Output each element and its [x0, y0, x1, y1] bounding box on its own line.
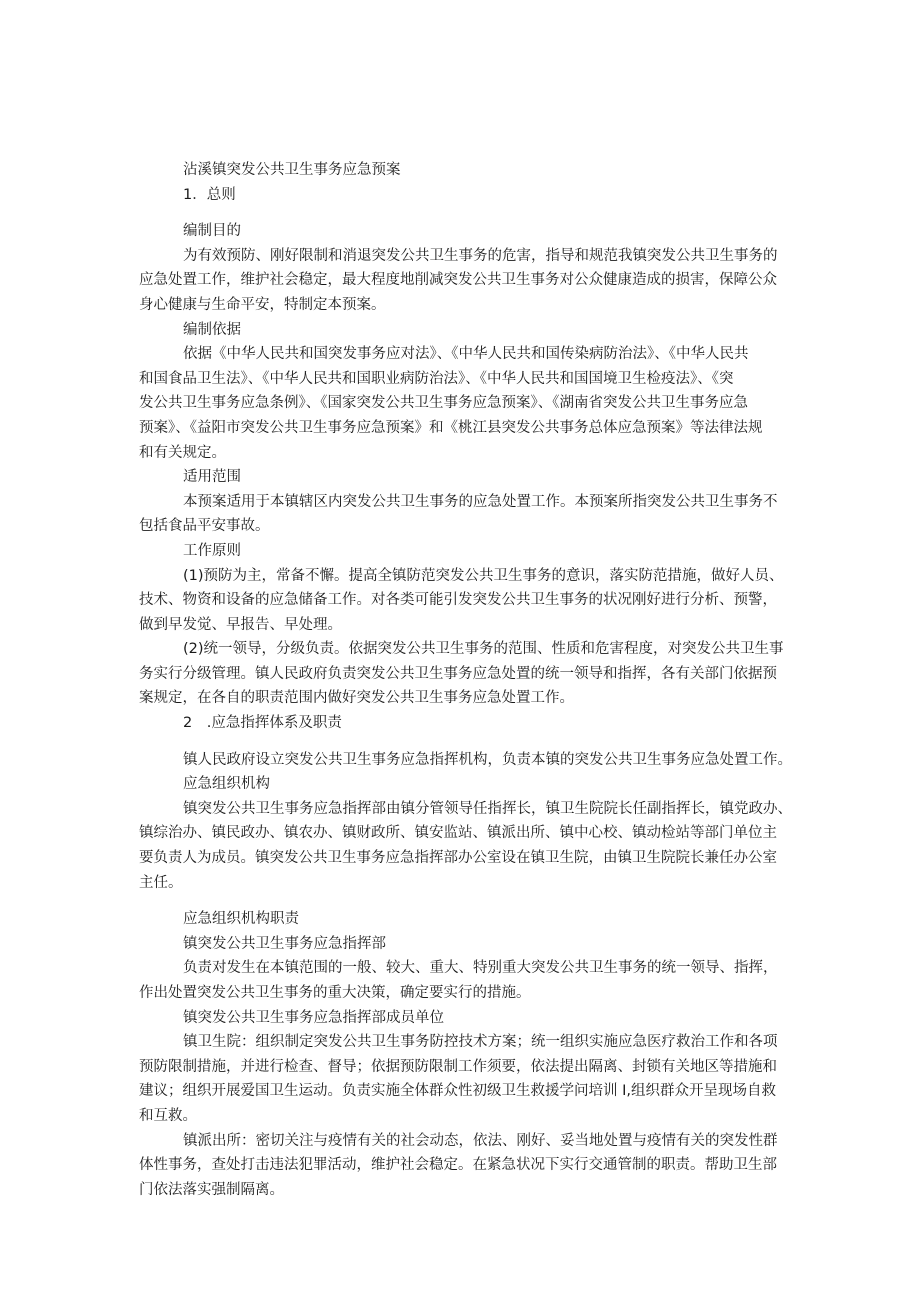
paragraph-line: 包括食品平安事故。: [139, 518, 270, 535]
paragraph-line: 要负责人为成员。镇突发公共卫生事务应急指挥部办公室设在镇卫生院，由镇卫生院院长兼任办公室: [139, 850, 777, 867]
paragraph-line: 建议；组织开展爱国卫生运动。负责实施全体群众性初级卫生救援学问培训 I,组织群众开呈现场自救: [139, 1083, 776, 1100]
paragraph-line: 体性事务，查处打击违法犯罪活动，维护社会稳定。在紧急状况下实行交通管制的职责。帮助卫生部: [139, 1157, 777, 1174]
paragraph-line: 镇综治办、镇民政办、镇农办、镇财政所、镇安监站、镇派出所、镇中心校、镇动检站等部门单位主: [139, 825, 777, 842]
paragraph-line: 和有关规定。: [139, 444, 226, 461]
paragraph-line: 镇人民政府设立突发公共卫生事务应急指挥机构，负责本镇的突发公共卫生事务应急处置工作。: [183, 751, 792, 768]
subheading-organization: 应急组织机构: [183, 776, 270, 793]
paragraph-line: 预案》、《益阳市突发公共卫生事务应急预案》和《桃江县突发公共事务总体应急预案》等法律法规: [139, 419, 763, 436]
section-1-heading: 1．总则: [183, 186, 236, 203]
paragraph-line: 和互救。: [139, 1107, 197, 1124]
paragraph-line: (1)预防为主，常备不懈。提高全镇防范突发公共卫生事务的意识，落实防范措施，做好人员、: [183, 567, 784, 584]
paragraph-line: 预防限制措施，并进行检查、督导；依据预防限制工作须要，依法提出隔离、封锁有关地区等措施和: [139, 1058, 777, 1075]
section-2-heading: 2 .应急指挥体系及职责: [183, 715, 342, 732]
subheading-command: 镇突发公共卫生事务应急指挥部: [183, 935, 386, 952]
subheading-members: 镇突发公共卫生事务应急指挥部成员单位: [183, 1009, 444, 1026]
paragraph-line: (2)统一领导，分级负责。依据突发公共卫生事务的范围、性质和危害程度，对突发公共卫生事: [183, 641, 784, 658]
paragraph-line: 本预案适用于本镇辖区内突发公共卫生事务的应急处置工作。本预案所指突发公共卫生事务不: [183, 493, 778, 510]
paragraph-line: 为有效预防、刚好限制和消退突发公共卫生事务的危害，指导和规范我镇突发公共卫生事务的: [183, 247, 778, 264]
subheading-basis: 编制依据: [183, 321, 241, 338]
paragraph-line: 门依法落实强制隔离。: [139, 1181, 284, 1198]
paragraph-line: 和国食品卫生法》、《中华人民共和国职业病防治法》、《中华人民共和国国境卫生检疫法》、《突: [139, 370, 734, 387]
paragraph-line: 镇派出所：密切关注与疫情有关的社会动态，依法、刚好、妥当地处置与疫情有关的突发性群: [183, 1132, 778, 1149]
paragraph-line: 务实行分级管理。镇人民政府负责突发公共卫生事务应急处置的统一领导和指挥，各有关部门依据预: [139, 665, 777, 682]
paragraph-line: 做到早发觉、早报告、早处理。: [139, 616, 342, 633]
paragraph-line: 镇突发公共卫生事务应急指挥部由镇分管领导任指挥长，镇卫生院院长任副指挥长，镇党政办、: [183, 800, 792, 817]
subheading-scope: 适用范围: [183, 469, 241, 486]
paragraph-line: 作出处置突发公共卫生事务的重大决策，确定要实行的措施。: [139, 985, 531, 1001]
blank-line: [139, 207, 791, 219]
document-body: [139, 158, 791, 1202]
subheading-purpose: 编制目的: [183, 223, 241, 240]
subheading-duties: 应急组织机构职责: [183, 911, 299, 928]
blank-line: [139, 736, 791, 748]
paragraph-line: 应急处置工作，维护社会稳定，最大程度地削减突发公共卫生事务对公众健康造成的损害，保障公众: [139, 272, 777, 289]
paragraph-line: 负责对发生在本镇范围的一般、较大、重大、特别重大突发公共卫生事务的统一领导、指挥，: [183, 960, 778, 977]
paragraph-line: 案规定，在各自的职责范围内做好突发公共卫生事务应急处置工作。: [139, 690, 574, 707]
blank-line: [139, 895, 791, 907]
paragraph-line: 发公共卫生事务应急条例》、《国家突发公共卫生事务应急预案》、《湖南省突发公共卫生事务应急: [139, 395, 748, 412]
subheading-principles: 工作原则: [183, 542, 241, 559]
paragraph-line: 镇卫生院：组织制定突发公共卫生事务防控技术方案；统一组织实施应急医疗救治工作和各项: [183, 1034, 778, 1051]
paragraph-line: 主任。: [139, 874, 183, 891]
paragraph-line: 身心健康与生命平安，特制定本预案。: [139, 296, 386, 313]
paragraph-line: 依据《中华人民共和国突发事务应对法》、《中华人民共和国传染病防治法》、《中华人民共: [183, 346, 749, 363]
document-title: 沾溪镇突发公共卫生事务应急预案: [183, 162, 401, 178]
paragraph-line: 技术、物资和设备的应急储备工作。对各类可能引发突发公共卫生事务的状况刚好进行分析、预警，: [139, 592, 777, 609]
